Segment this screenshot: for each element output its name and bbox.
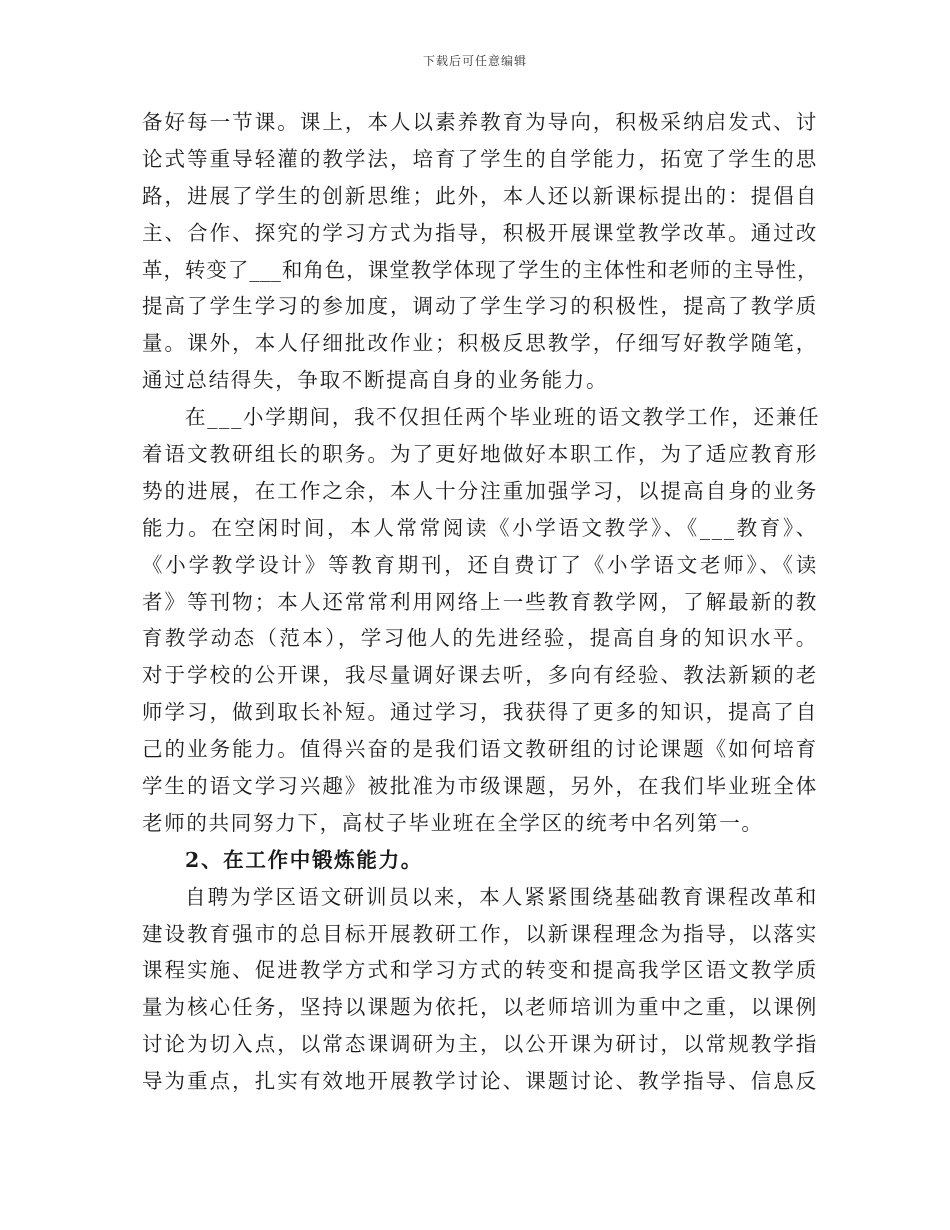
- text-line: 论式等重导轻灌的教学法，培育了学生的自学能力，拓宽了学生的思: [142, 146, 818, 171]
- document-body: [142, 104, 821, 1100]
- text-line: 量为核心任务，坚持以课题为依托，以老师培训为重中之重，以课例: [142, 995, 818, 1020]
- page-header: 下载后可任意编辑: [422, 54, 527, 68]
- paragraph-first-line: 自聘为学区语文研训员以来，本人紧紧围绕基础教育课程改革和: [185, 884, 818, 909]
- text-line: 对于学校的公开课，我尽量调好课去听，多向有经验、教法新颖的老: [142, 663, 818, 688]
- text-line: 能力。在空闲时间，本人常常阅读《小学语文教学》、《___教育》、: [142, 515, 818, 540]
- text-line: 老师的共同努力下，高杖子毕业班在全学区的统考中名列第一。: [142, 810, 764, 835]
- text-line: 导为重点，扎实有效地开展教学讨论、课题讨论、教学指导、信息反: [142, 1069, 818, 1094]
- text-line: 主、合作、探究的学习方式为指导，积极开展课堂教学改革。通过改: [142, 220, 818, 245]
- text-line: 建设教育强市的总目标开展教研工作，以新课程理念为指导，以落实: [142, 921, 818, 946]
- text-line: 革，转变了___和角色，课堂教学体现了学生的主体性和老师的主导性，: [142, 257, 818, 282]
- paragraph-first-line: 在___小学期间，我不仅担任两个毕业班的语文教学工作，还兼任: [185, 405, 821, 430]
- text-line: 通过总结得失，争取不断提高自身的业务能力。: [142, 368, 609, 393]
- text-line: 量。课外，本人仔细批改作业；积极反思教学，仔细写好教学随笔，: [142, 331, 818, 356]
- text-line: 势的进展，在工作之余，本人十分注重加强学习，以提高自身的业务: [142, 478, 818, 503]
- text-line: 学生的语文学习兴趣》被批准为市级课题，另外，在我们毕业班全体: [142, 774, 818, 799]
- section-heading: 2、在工作中锻炼能力。: [185, 847, 423, 872]
- text-line: 提高了学生学习的参加度，调动了学生学习的积极性，提高了教学质: [142, 294, 818, 319]
- text-line: 育教学动态（范本），学习他人的先进经验，提高自身的知识水平。: [142, 626, 818, 651]
- text-line: 备好每一节课。课上，本人以素养教育为导向，积极采纳启发式、讨: [142, 110, 818, 134]
- text-line: 讨论为切入点，以常态课调研为主，以公开课为研讨，以常规教学指: [142, 1032, 818, 1057]
- text-line: 者》等刊物；本人还常常利用网络上一些教育教学网，了解最新的教: [142, 589, 818, 614]
- text-line: 路，进展了学生的创新思维；此外，本人还以新课标提出的：提倡自: [142, 183, 818, 208]
- text-line: 己的业务能力。值得兴奋的是我们语文教研组的讨论课题《如何培育: [142, 737, 818, 762]
- text-line: 课程实施、促进教学方式和学习方式的转变和提高我学区语文教学质: [142, 958, 818, 983]
- text-line: 《小学教学设计》等教育期刊，还自费订了《小学语文老师》、《读: [142, 552, 818, 577]
- text-line: 师学习，做到取长补短。通过学习，我获得了更多的知识，提高了自: [142, 700, 818, 725]
- text-line: 着语文教研组长的职务。为了更好地做好本职工作，为了适应教育形: [142, 442, 818, 467]
